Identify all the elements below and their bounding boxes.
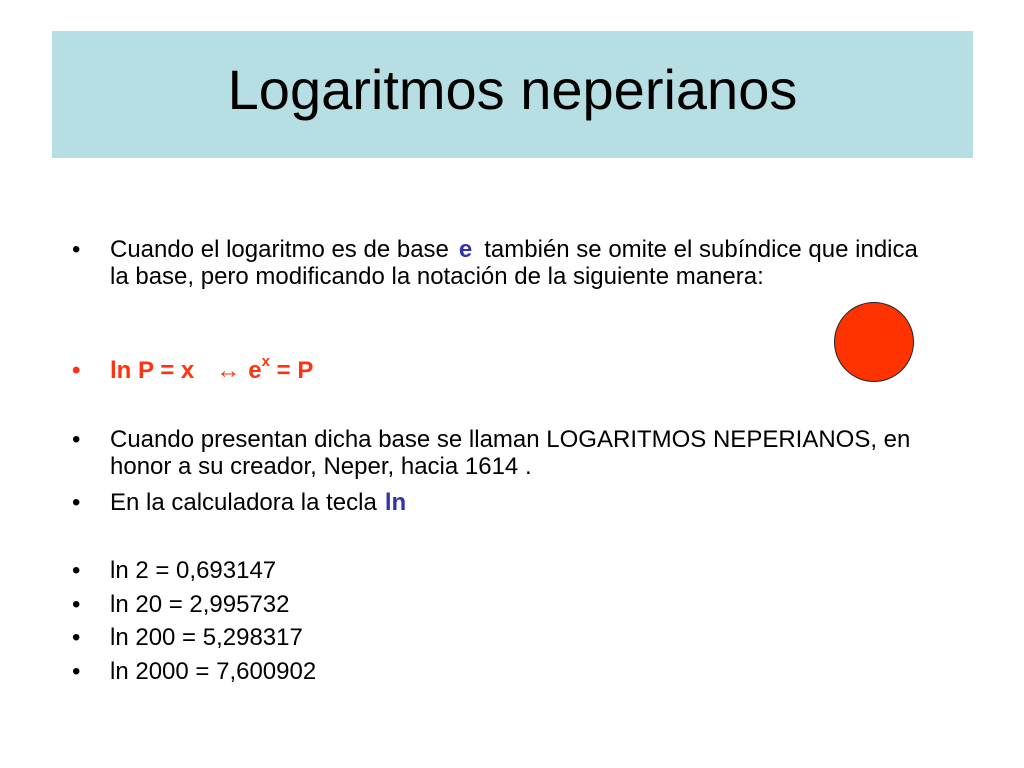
bullet-marker: • bbox=[72, 236, 81, 263]
formula-exponent: x bbox=[261, 353, 270, 370]
formula-text bbox=[110, 353, 932, 384]
formula-right: = P bbox=[276, 357, 314, 384]
bullet-marker: • bbox=[72, 357, 81, 384]
bullet-text bbox=[110, 236, 932, 290]
bullet-item-formula bbox=[72, 353, 932, 384]
double-arrow-icon: ↔ bbox=[216, 357, 241, 384]
bullet-marker: • bbox=[72, 426, 81, 453]
formula-base: e bbox=[248, 357, 262, 384]
calculator-text: En la calculadora la tecla bbox=[110, 489, 377, 516]
example-text: ln 2000 = 7,600902 bbox=[110, 658, 317, 685]
example-text: ln 2 = 0,693147 bbox=[110, 557, 277, 584]
formula-left: ln P = x bbox=[110, 357, 195, 384]
base-e-highlight: e bbox=[458, 236, 473, 263]
bullet-text-before: Cuando el logaritmo es de base bbox=[110, 236, 449, 263]
example-text: ln 20 = 2,995732 bbox=[110, 591, 290, 618]
example-text: ln 200 = 5,298317 bbox=[110, 624, 303, 651]
bullet-marker: • bbox=[72, 489, 81, 516]
bullet-item-neperianos bbox=[72, 426, 932, 480]
example-item bbox=[72, 624, 932, 651]
bullet-marker: • bbox=[72, 557, 81, 584]
example-item bbox=[72, 557, 932, 584]
bullet-marker: • bbox=[72, 624, 81, 651]
slide-title: Logaritmos neperianos bbox=[227, 57, 798, 121]
bullet-marker: • bbox=[72, 591, 81, 618]
example-item bbox=[72, 658, 932, 685]
example-item bbox=[72, 591, 932, 618]
bullet-item-base-e bbox=[72, 236, 932, 290]
bullet-text: Cuando presentan dicha base se llaman LOGARITMOS NEPERIANOS, en honor a su creador, Neper, hacia 1614 . bbox=[110, 426, 911, 480]
bullet-item-calculator bbox=[72, 489, 932, 516]
bullet-text bbox=[110, 489, 932, 516]
bullet-text-after: también se omite el subíndice que indica la base, pero modificando la notación de la siguiente manera: bbox=[110, 236, 918, 290]
bullet-marker: • bbox=[72, 658, 81, 685]
ln-key-label: ln bbox=[384, 489, 407, 516]
title-banner bbox=[52, 31, 973, 158]
